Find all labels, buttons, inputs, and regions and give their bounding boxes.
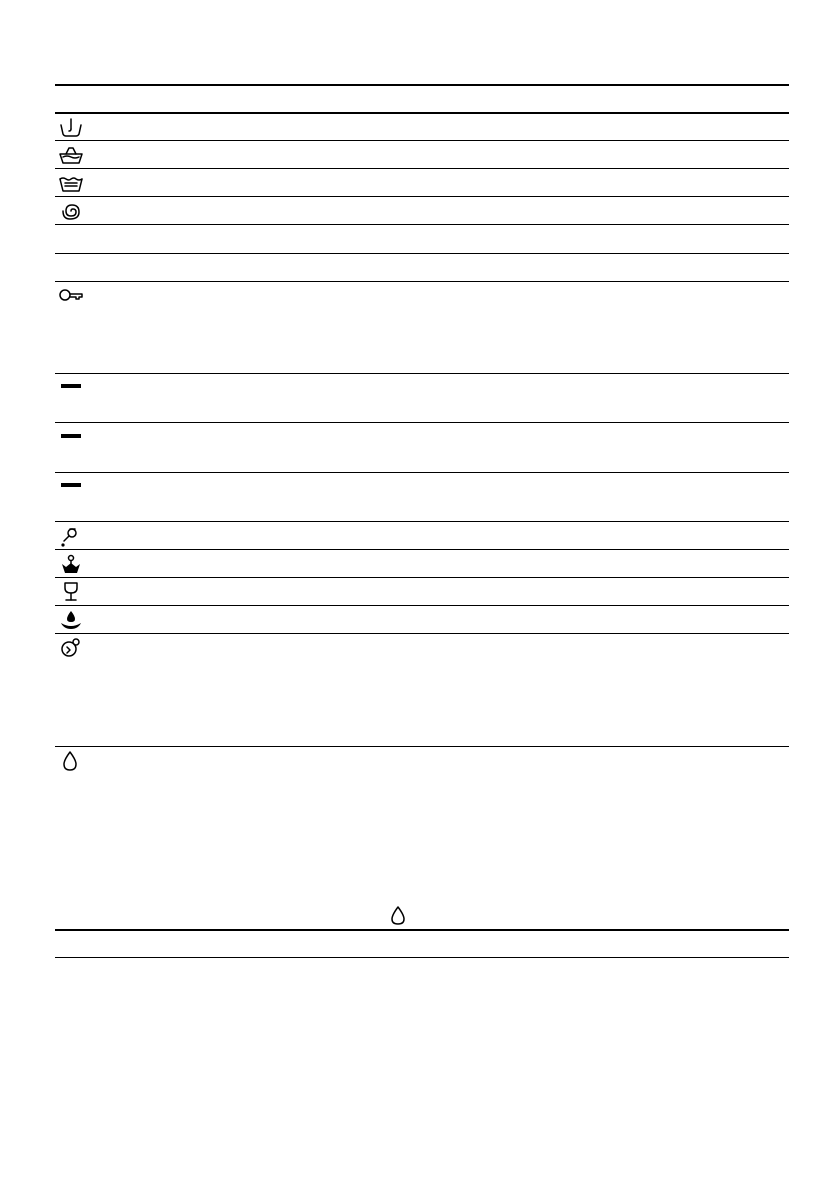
row-rule: [55, 577, 789, 578]
water-drop-icon: [58, 750, 84, 772]
key-lock-icon: [58, 285, 84, 307]
water-tap-icon: [58, 526, 84, 548]
row-rule: [55, 605, 789, 606]
table-bottom-rule: [55, 957, 789, 958]
water-drop-icon: [388, 904, 408, 926]
rinse-tub-icon: [58, 172, 84, 194]
row-rule: [55, 549, 789, 550]
basket-flower-icon: [58, 553, 84, 575]
row-rule: [55, 521, 789, 522]
row-rule: [55, 253, 789, 254]
row-rule: [55, 140, 789, 141]
row-rule: [55, 373, 789, 374]
prewash-tub-icon: [58, 116, 84, 138]
row-rule: [55, 746, 789, 747]
row-rule: [55, 224, 789, 225]
row-rule: [55, 633, 789, 634]
table-top-rule: [55, 84, 789, 86]
header-rule: [55, 112, 789, 114]
dash-bar-icon: [58, 378, 84, 400]
row-rule: [55, 472, 789, 473]
row-rule: [55, 929, 789, 931]
row-rule: [55, 196, 789, 197]
pretreat-tub-icon: [58, 144, 84, 166]
row-rule: [55, 281, 789, 282]
dash-bar-icon: [58, 477, 84, 499]
spin-spiral-icon: [58, 200, 84, 222]
row-rule: [55, 168, 789, 169]
row-rule: [55, 422, 789, 423]
dash-bar-icon: [58, 428, 84, 450]
wine-glass-icon: [58, 581, 84, 603]
drop-in-hand-icon: [58, 609, 84, 631]
wrench-clock-icon: [58, 637, 84, 659]
